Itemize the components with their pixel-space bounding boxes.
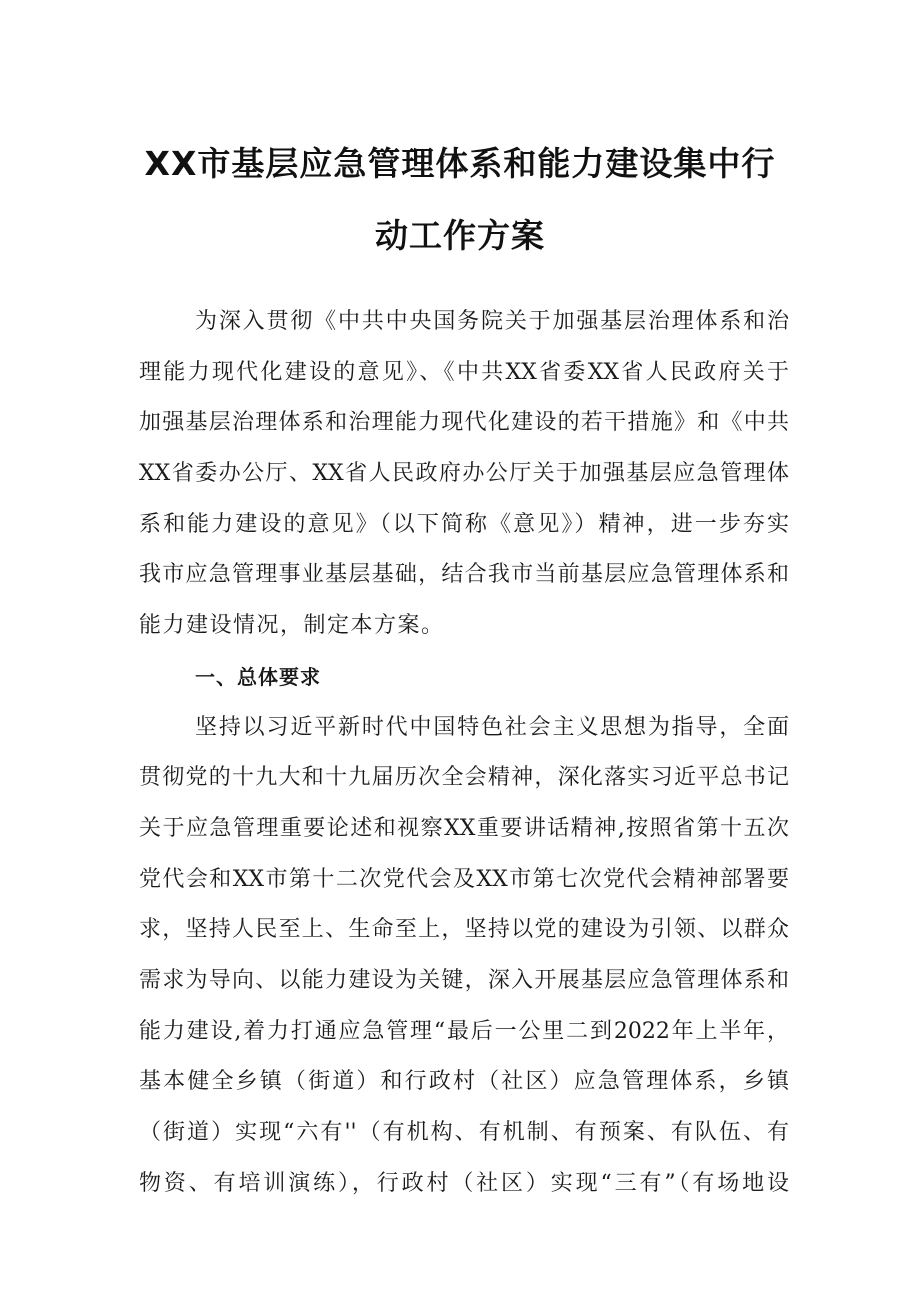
paragraph-line: 理能力现代化建设的意见》、《中共XX省委XX省人民政府关于: [139, 359, 789, 385]
paragraph-line: 需求为导向、以能力建设为关键，深入开展基层应急管理体系和: [139, 967, 789, 993]
paragraph-line: 党代会和XX市第十二次党代会及XX市第七次党代会精神部署要: [139, 866, 789, 892]
paragraph-line: 关于应急管理重要论述和视察XX重要讲话精神,按照省第十五次: [139, 815, 789, 841]
paragraph-line: 基本健全乡镇（街道）和行政村（社区）应急管理体系，乡镇: [139, 1069, 789, 1095]
paragraph-line: 加强基层治理体系和治理能力现代化建设的若干措施》和《中共: [139, 410, 789, 436]
paragraph-line: 贯彻党的十九大和十九届历次全会精神，深化落实习近平总书记: [139, 765, 789, 791]
document-title-line-2: 动工作方案: [375, 216, 545, 255]
paragraph-line: 物资、有培训演练），行政村（社区）实现“三有”（有场地设: [139, 1170, 789, 1196]
paragraph-line: （街道）实现“六有''（有机构、有机制、有预案、有队伍、有: [139, 1120, 789, 1145]
paragraph-line: 系和能力建设的意见》（以下简称《意见》）精神，进一步夯实: [139, 511, 789, 537]
section-paragraph: [139, 710, 789, 1217]
paragraph-line: 为深入贯彻《中共中央国务院关于加强基层治理体系和治: [195, 309, 789, 334]
paragraph-line: 求，坚持人民至上、生命至上，坚持以党的建设为引领、以群众: [139, 917, 789, 943]
paragraph-line: XX省委办公厅、XX省人民政府办公厅关于加强基层应急管理体: [139, 461, 789, 487]
paragraph-line: 我市应急管理事业基层基础，结合我市当前基层应急管理体系和: [139, 562, 789, 588]
document-body: [139, 304, 789, 1216]
intro-paragraph: [139, 304, 789, 659]
paragraph-line: 能力建设情况，制定本方案。: [139, 613, 445, 639]
section-heading: 一、总体要求: [195, 664, 321, 689]
paragraph-line: 能力建设,着力打通应急管理“最后一公里二到2022年上半年，: [139, 1018, 789, 1044]
paragraph-line: 坚持以习近平新时代中国特色社会主义思想为指导，全面: [195, 714, 789, 740]
document-title-line-1: XX市基层应急管理体系和能力建设集中行: [144, 144, 776, 183]
